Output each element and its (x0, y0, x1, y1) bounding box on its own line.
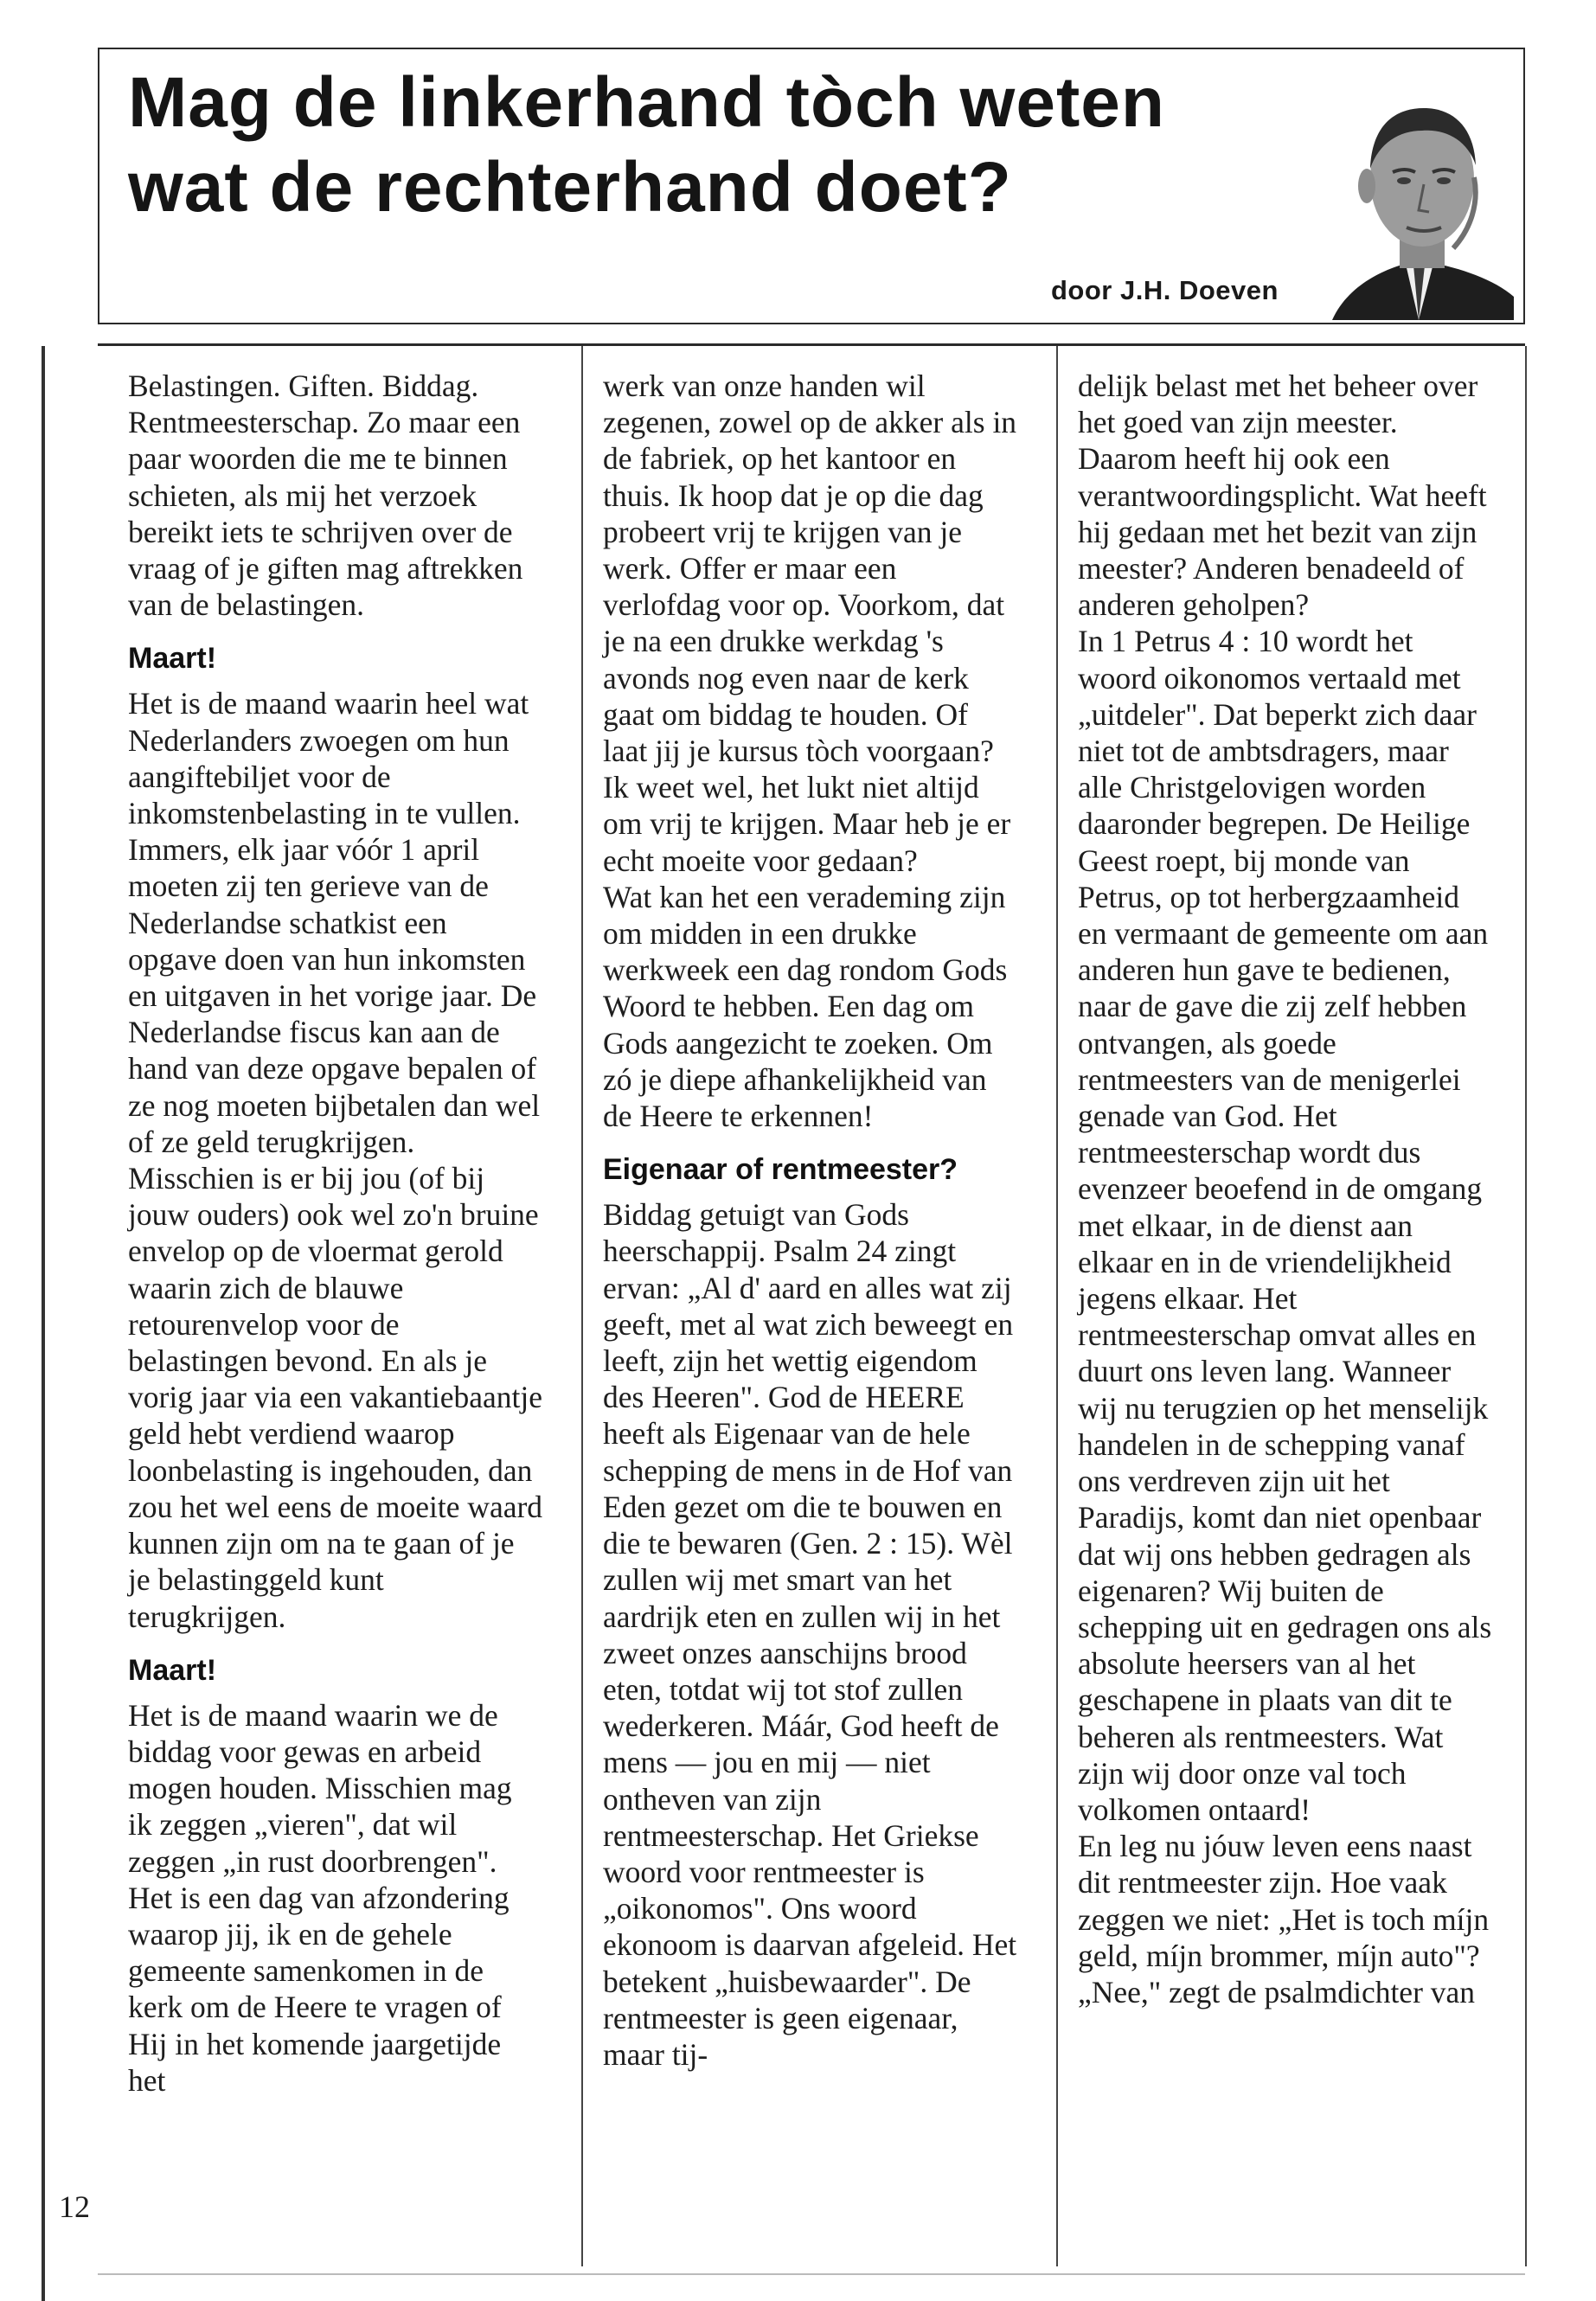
section-heading: Maart! (128, 642, 217, 676)
paragraph: En leg nu jóuw leven eens naast dit rentmeester zijn. Hoe vaak zeggen we niet: „Het is toch míjn geld, míjn brommer, míjn auto"? „Nee," zegt de psalmdichter van (1078, 1829, 1490, 2009)
title-line-1: Mag de linkerhand tòch weten (128, 63, 1165, 142)
article-column-1 (128, 368, 543, 2099)
article-column-2 (603, 368, 1018, 2073)
article-column-3 (1078, 368, 1493, 2010)
header-rule (98, 343, 1525, 346)
author-byline: door J.H. Doeven (1051, 275, 1279, 305)
column-rule-1 (581, 346, 583, 2266)
section-heading: Eigenaar of rentmeester? (603, 1153, 958, 1187)
paragraph: delijk belast met het beheer over het goed van zijn meester. Daarom heeft hij ook een verantwoordingsplicht. Wat heeft hij gedaan met het bezit van zijn meester? Anderen benadeeld of anderen geholpen? (1078, 369, 1487, 623)
article-title (128, 61, 1296, 230)
paragraph: Het is de maand waarin we de biddag voor gewas en arbeid mogen houden. Misschien mag ik zeggen „vieren", dat wil zeggen „in rust doorbrengen". Het is een dag van afzondering waarop jij, ik en de gehele gemeente samenkomen in de kerk om de Heere te vragen of Hij in het komende jaargetijde het (128, 1697, 512, 2098)
paragraph: werk van onze handen wil zegenen, zowel op de akker als in de fabriek, op het kantoor en thuis. Ik hoop dat je op die dag probeert vrij te krijgen van je werk. Offer er maar een verlofdag voor op. Voorkom, dat je na een drukke werkdag 's avonds nog even naar de kerk gaat om biddag te houden. Of laat jij je kursus tòch voorgaan? Ik weet wel, het lukt niet altijd om vrij te krijgen. Maar heb je er echt moeite voor gedaan? (603, 369, 1017, 878)
paragraph: Het is de maand waarin heel wat Nederlanders zwoegen om hun aangiftebiljet voor de inkomstenbelasting in te vullen. Immers, elk jaar vóór 1 april moeten zij ten gerieve van de Nederlandse schatkist een opgave doen van hun inkomsten en uitgaven in het vorige jaar. De Nederlandse fiscus kan aan de hand van deze opgave bepalen of ze nog moeten bijbetalen dan wel of ze geld terugkrijgen. Misschien is er bij jou (of bij jouw ouders) ook wel zo'n bruine envelop op de vloermat gerold waarin zich de blauwe retourenvelop voor de belastingen bevond. En als je vorig jaar via een vakantiebaantje geld hebt verdiend waarop loonbelasting is ingehouden, dan zou het wel eens de moeite waard kunnen zijn om na te gaan of je je belastinggeld kunt terugkrijgen. (128, 686, 543, 1634)
paragraph: Wat kan het een verademing zijn om midden in een drukke werkweek een dag rondom Gods Woord te hebben. Een dag om Gods aangezicht te zoeken. Om zó je diepe afhankelijkheid van de Heere te erkennen! (603, 879, 1008, 1134)
author-portrait (1315, 82, 1522, 320)
title-line-2: wat de rechterhand doet? (128, 148, 1012, 227)
paragraph: In 1 Petrus 4 : 10 wordt het woord oikonomos vertaald met „uitdeler". Dat beperkt zich daar niet tot de ambtsdragers, maar alle Christgelovigen worden daaronder begrepen. De Heilige Geest roept, bij monde van Petrus, op tot herbergzaamheid en vermaant de gemeente om aan anderen hun gave te bedienen, naar de gave die zij zelf hebben ontvangen, als goede rentmeesters van de menigerlei genade van God. Het rentmeesterschap wordt dus evenzeer beoefend in de omgang met elkaar, in de dienst aan elkaar en in de vriendelijkheid jegens elkaar. Het rentmeesterschap omvat alles en duurt ons leven lang. Wanneer wij nu terugzien op het menselijk handelen in de schepping vanaf ons verdreven zijn uit het Paradijs, komt dan niet openbaar dat wij ons hebben gedragen als eigenaren? Wij buiten de schepping uit en gedragen ons als absolute heersers van al het geschapene in plaats van dit te beheren als rentmeesters. Wat zijn wij door onze val toch volkomen ontaard! (1078, 624, 1492, 1827)
page-margin-rule (42, 346, 45, 2301)
page-bottom-rule (98, 2273, 1525, 2275)
paragraph: Belastingen. Giften. Biddag. Rentmeesterschap. Zo maar een paar woorden die me te binnen schieten, als mij het verzoek bereikt iets te schrijven over de vraag of je giften mag aftrekken van de belastingen. (128, 369, 523, 623)
column-rule-3 (1525, 346, 1527, 2266)
column-rule-2 (1056, 346, 1058, 2266)
page-number: 12 (59, 2189, 90, 2224)
paragraph: Biddag getuigt van Gods heerschappij. Psalm 24 zingt ervan: „Al d' aard en alles wat zij geeft, met al wat zich beweegt en leeft, zijn het wettig eigendom des Heeren". God de HEERE heeft als Eigenaar van de hele schepping de mens in de Hof van Eden gezet om die te bouwen en die te bewaren (Gen. 2 : 15). Wèl zullen wij met smart van het aardrijk eten en zullen wij in het zweet onzes aanschijns brood eten, totdat wij tot stof zullen wederkeren. Máár, God heeft de mens — jou en mij — niet ontheven van zijn rentmeesterschap. Het Griekse woord voor rentmeester is „oikonomos". Ons woord ekonoom is daarvan afgeleid. Het betekent „huisbewaarder". De rentmeester is geen eigenaar, maar tij- (603, 1197, 1017, 2072)
section-heading: Maart! (128, 1653, 217, 1687)
